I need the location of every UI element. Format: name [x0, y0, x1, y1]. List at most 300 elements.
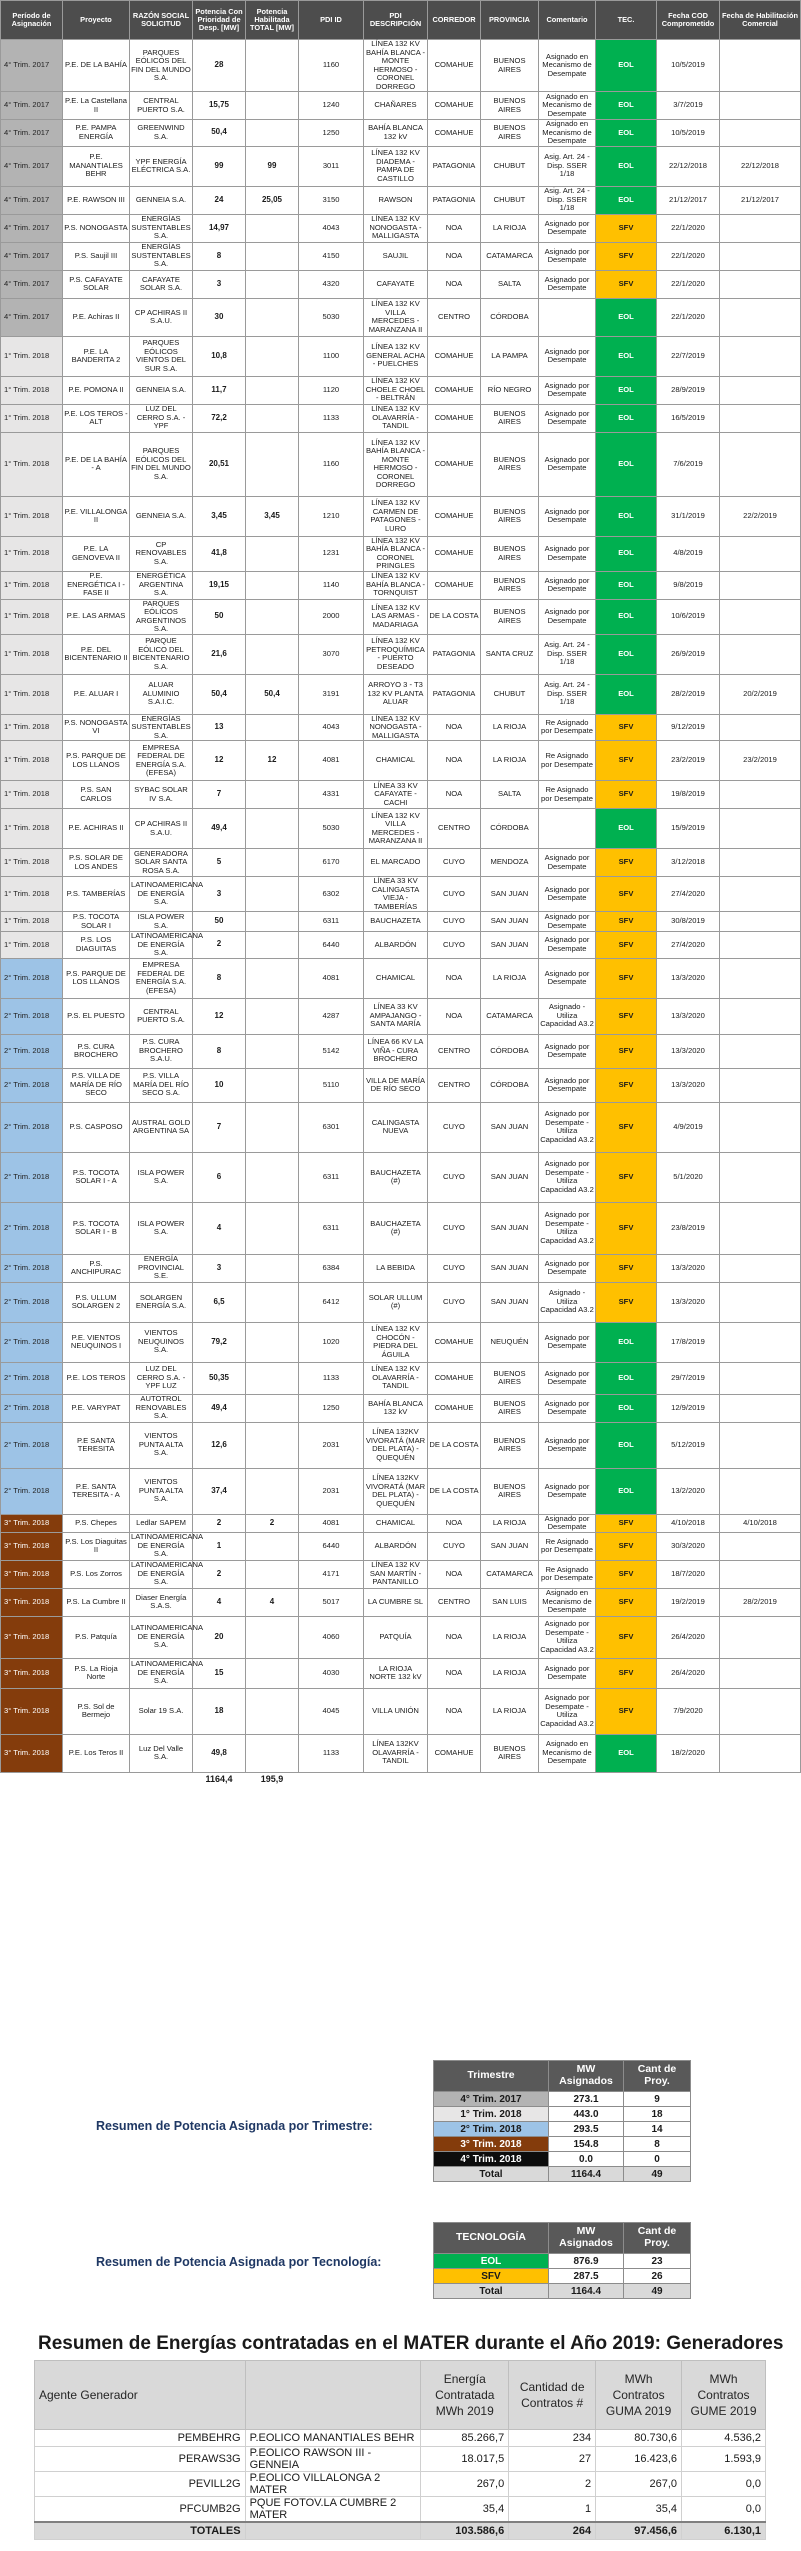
cell-fecha-habilitacion [720, 1282, 801, 1322]
cell-tecnologia: SFV [596, 1254, 657, 1282]
cell-periodo: 1° Trim. 2018 [1, 376, 63, 404]
col-header-tec[interactable]: TEC. [596, 1, 657, 40]
cell-corredor: CUYO [428, 1254, 481, 1282]
cell-tecnologia: SFV [596, 1616, 657, 1658]
cell-tecnologia: SFV [596, 1034, 657, 1068]
cell-fecha-cod: 13/3/2020 [657, 1282, 720, 1322]
cell-tecnologia: EOL [596, 298, 657, 336]
resumen-tecnologia-col-tecnologia[interactable]: TECNOLOGÍA [434, 2223, 549, 2254]
cell-razon-social: ISLA POWER S.A. [130, 1202, 193, 1254]
cell-provincia: BUENOS AIRES [481, 536, 539, 571]
generador-guma: 16.423,6 [596, 2447, 682, 2472]
cell-periodo: 1° Trim. 2018 [1, 781, 63, 809]
cell-potencia-prioridad: 18 [193, 1688, 246, 1734]
generador-row[interactable] [35, 2472, 766, 2497]
generadores-col-energia[interactable]: Energía Contratada MWh 2019 [421, 2361, 509, 2430]
resumen-tecnologia-total-label: Total [434, 2284, 549, 2299]
generador-agente: PFCUMB2G [35, 2497, 246, 2523]
cell-pdi-id: 4081 [299, 1514, 364, 1532]
col-header-fecha-habilitacion[interactable]: Fecha de Habilitación Comercial [720, 1, 801, 40]
cell-fecha-habilitacion [720, 214, 801, 242]
cell-periodo: 3° Trim. 2018 [1, 1588, 63, 1616]
cell-pdi-id: 4150 [299, 242, 364, 270]
generador-gume: 0,0 [682, 2497, 766, 2523]
col-header-potencia-habilitada[interactable]: Potencia Habilitada TOTAL [MW] [246, 1, 299, 40]
cell-comentario: Asignado - Utiliza Capacidad A3.2 [539, 1282, 596, 1322]
col-header-potencia-prioridad[interactable]: Potencia Con Prioridad de Desp. [MW] [193, 1, 246, 40]
table-row[interactable] [1, 781, 801, 809]
table-row[interactable] [1, 912, 801, 932]
table-row[interactable] [1, 376, 801, 404]
table-row[interactable] [1, 336, 801, 376]
cell-fecha-habilitacion [720, 298, 801, 336]
cell-pdi-id: 1160 [299, 432, 364, 496]
resumen-tecnologia-mw: 287.5 [549, 2269, 624, 2284]
cell-razon-social: LATINOAMERICANA DE ENERGÍA S.A. [131, 1532, 204, 1559]
cell-fecha-habilitacion: 23/2/2019 [720, 741, 801, 781]
cell-proyecto: P.E. VIENTOS NEUQUINOS I [63, 1322, 130, 1362]
generador-descripcion: P.EOLICO MANANTIALES BEHR [245, 2430, 421, 2447]
cell-corredor: COMAHUE [428, 92, 481, 120]
cell-pdi-id: 1133 [299, 1362, 364, 1394]
table-row[interactable] [1, 1514, 801, 1532]
cell-razon-social: Luz Del Valle S.A. [130, 1734, 193, 1772]
generador-agente: PEMBEHRG [35, 2430, 246, 2447]
generador-energia: 35,4 [421, 2497, 509, 2523]
table-row[interactable] [1, 146, 801, 186]
cell-potencia-habilitada: 50,4 [246, 674, 299, 714]
resumen-tecnologia-total-row [434, 2284, 691, 2299]
cell-comentario: Asignado en Mecanismo de Desempate [539, 1734, 596, 1772]
table-row[interactable] [1, 877, 801, 912]
col-header-pdi-descripcion[interactable]: PDI DESCRIPCIÓN [364, 1, 428, 40]
cell-pdi-id: 3011 [299, 146, 364, 186]
cell-pdi-descripcion: LA BEBIDA [364, 1254, 428, 1282]
table-row[interactable] [1, 741, 801, 781]
cell-proyecto: P.S. ULLUM SOLARGEN 2 [63, 1282, 130, 1322]
cell-corredor: CUYO [428, 1202, 481, 1254]
cell-proyecto: P.S. NONOGASTA [63, 214, 130, 242]
cell-comentario: Asignado por Desempate [539, 270, 596, 298]
cell-potencia-prioridad: 7 [193, 1102, 246, 1152]
cell-proyecto: P.E. DE LA BAHÍA [63, 40, 130, 92]
table-row[interactable] [1, 242, 801, 270]
generadores-col-agente[interactable]: Agente Generador [35, 2361, 246, 2430]
cell-corredor: PATAGONIA [428, 186, 481, 214]
resumen-tecnologia-cant: 26 [624, 2269, 691, 2284]
cell-potencia-prioridad: 20,51 [193, 432, 246, 496]
cell-proyecto: P.S. NONOGASTA VI [63, 714, 130, 741]
cell-provincia: CÓRDOBA [481, 1034, 539, 1068]
cell-razon-social: CENTRAL PUERTO S.A. [130, 92, 193, 120]
table-row[interactable] [1, 1152, 801, 1202]
generadores-col-gume[interactable]: MWh Contratos GUME 2019 [682, 2361, 766, 2430]
cell-pdi-id: 1250 [299, 1394, 364, 1422]
cell-corredor: CUYO [428, 912, 481, 932]
resumen-trimestre-cant: 18 [624, 2107, 691, 2122]
table-row[interactable] [1, 998, 801, 1034]
table-row[interactable] [1, 674, 801, 714]
cell-fecha-cod: 13/3/2020 [657, 958, 720, 998]
cell-tecnologia: SFV [596, 741, 657, 781]
resumen-tecnologia-col-mw[interactable]: MW Asignados [549, 2223, 624, 2254]
resumen-tecnologia-table [433, 2222, 691, 2299]
resumen-tecnologia-col-cant[interactable]: Cant de Proy. [624, 2223, 691, 2254]
cell-fecha-habilitacion [720, 599, 801, 634]
totals-row [1, 1772, 801, 1787]
cell-razon-social: VIENTOS NEUQUINOS S.A. [130, 1322, 193, 1362]
resumen-trimestre-cant: 9 [624, 2092, 691, 2107]
resumen-tecnologia-title: Resumen de Potencia Asignada por Tecnología: [96, 2255, 382, 2269]
cell-fecha-cod: 13/3/2020 [657, 1068, 720, 1102]
table-row[interactable] [1, 932, 801, 959]
cell-fecha-habilitacion [720, 781, 801, 809]
cell-tecnologia: EOL [596, 432, 657, 496]
cell-pdi-id: 4060 [299, 1616, 364, 1658]
cell-pdi-descripcion: LÍNEA 132 KV BAHÍA BLANCA - MONTE HERMOSO - CORONEL DORREGO [364, 40, 428, 92]
table-row[interactable] [1, 1254, 801, 1282]
cell-provincia: SAN JUAN [481, 1532, 539, 1560]
cell-fecha-cod: 16/5/2019 [657, 404, 720, 432]
cell-potencia-habilitada [246, 298, 299, 336]
cell-fecha-cod: 18/7/2020 [657, 1560, 720, 1588]
cell-periodo: 4° Trim. 2017 [1, 146, 63, 186]
col-header-provincia[interactable]: PROVINCIA [481, 1, 539, 40]
cell-potencia-habilitada [246, 40, 299, 92]
table-row[interactable] [1, 1282, 801, 1322]
cell-pdi-descripcion: CHAMICAL [364, 958, 428, 998]
cell-provincia: LA RIOJA [481, 1514, 539, 1532]
cell-potencia-habilitada [246, 1532, 299, 1560]
resumen-trimestre-row[interactable] [434, 2107, 691, 2122]
cell-provincia: NEUQUÉN [481, 1322, 539, 1362]
cell-tecnologia: EOL [596, 404, 657, 432]
cell-fecha-habilitacion [720, 1616, 801, 1658]
resumen-tecnologia-row[interactable] [434, 2254, 691, 2269]
cell-proyecto: P.E. ALUAR I [63, 674, 130, 714]
cell-periodo: 3° Trim. 2018 [1, 1560, 63, 1588]
cell-potencia-prioridad: 21,6 [193, 634, 246, 674]
cell-fecha-cod: 26/9/2019 [657, 634, 720, 674]
cell-fecha-habilitacion [720, 1422, 801, 1468]
cell-proyecto: P.S. Los Diaguitas II [63, 1532, 130, 1560]
cell-fecha-cod: 22/1/2020 [657, 242, 720, 270]
cell-pdi-id: 2000 [299, 599, 364, 634]
table-row[interactable] [1, 1734, 801, 1772]
generador-descripcion: P.EOLICO RAWSON III - GENNEIA [245, 2447, 421, 2472]
table-row[interactable] [1, 1588, 801, 1616]
cell-pdi-id: 3191 [299, 674, 364, 714]
table-row[interactable] [1, 432, 801, 496]
resumen-tecnologia-row[interactable] [434, 2269, 691, 2284]
generadores-col-guma[interactable]: MWh Contratos GUMA 2019 [596, 2361, 682, 2430]
resumen-trimestre-label: 4° Trim. 2018 [434, 2152, 549, 2167]
cell-corredor: CUYO [428, 1532, 481, 1560]
cell-pdi-id: 5030 [299, 298, 364, 336]
cell-provincia: CÓRDOBA [481, 809, 539, 849]
cell-potencia-habilitada [246, 781, 299, 809]
cell-proyecto: P.E. DEL BICENTENARIO II [63, 634, 130, 674]
cell-periodo: 4° Trim. 2017 [1, 186, 63, 214]
table-row[interactable] [1, 1422, 801, 1468]
cell-potencia-prioridad: 28 [193, 40, 246, 92]
table-row[interactable] [1, 1322, 801, 1362]
cell-razon-social: SYBAC SOLAR IV S.A. [130, 781, 193, 809]
cell-provincia: SALTA [481, 270, 539, 298]
cell-fecha-cod: 4/9/2019 [657, 1102, 720, 1152]
table-row[interactable] [1, 536, 801, 571]
table-row[interactable] [1, 1532, 801, 1560]
cell-pdi-id: 1133 [299, 1734, 364, 1772]
cell-razon-social: P.S. VILLA MARÍA DEL RÍO SECO S.A. [130, 1068, 193, 1102]
cell-periodo: 4° Trim. 2017 [1, 120, 63, 147]
table-row[interactable] [1, 1658, 801, 1688]
cell-provincia: BUENOS AIRES [481, 92, 539, 120]
cell-tecnologia: EOL [596, 40, 657, 92]
col-header-corredor[interactable]: CORREDOR [428, 1, 481, 40]
cell-fecha-cod: 22/7/2019 [657, 336, 720, 376]
table-row[interactable] [1, 958, 801, 998]
cell-proyecto: P.S. Patquía [63, 1616, 130, 1658]
generador-row[interactable] [35, 2430, 766, 2447]
cell-fecha-cod: 3/7/2019 [657, 92, 720, 120]
cell-fecha-habilitacion [720, 571, 801, 599]
cell-razon-social: Diaser Energía S.A.S. [130, 1588, 193, 1616]
generador-guma: 80.730,6 [596, 2430, 682, 2447]
cell-pdi-id: 1020 [299, 1322, 364, 1362]
cell-potencia-prioridad: 14,97 [193, 214, 246, 242]
cell-provincia: BUENOS AIRES [481, 1468, 539, 1514]
cell-periodo: 3° Trim. 2018 [1, 1688, 63, 1734]
table-row[interactable] [1, 809, 801, 849]
cell-proyecto: P.S. PARQUE DE LOS LLANOS [63, 958, 130, 998]
cell-razon-social: LATINOAMERICANA DE ENERGÍA S.A. [131, 1560, 204, 1587]
resumen-trimestre-col-mw[interactable]: MW Asignados [549, 2061, 624, 2092]
cell-tecnologia: SFV [596, 1588, 657, 1616]
cell-periodo: 1° Trim. 2018 [1, 432, 63, 496]
table-row[interactable] [1, 849, 801, 877]
cell-razon-social: LATINOAMERICANA DE ENERGÍA S.A. [131, 931, 204, 957]
cell-potencia-habilitada [246, 1034, 299, 1068]
cell-pdi-id: 3070 [299, 634, 364, 674]
generadores-col-contratos[interactable]: Cantidad de Contratos # [509, 2361, 596, 2430]
cell-fecha-habilitacion [720, 932, 801, 959]
cell-provincia: BUENOS AIRES [481, 120, 539, 147]
cell-fecha-habilitacion [720, 376, 801, 404]
resumen-trimestre-row[interactable] [434, 2092, 691, 2107]
resumen-trimestre-mw: 154.8 [549, 2137, 624, 2152]
cell-potencia-habilitada [246, 932, 299, 959]
cell-fecha-habilitacion [720, 877, 801, 912]
cell-tecnologia: SFV [596, 781, 657, 809]
cell-potencia-habilitada [246, 1468, 299, 1514]
total-potencia-prioridad: 1164,4 [205, 1774, 233, 1785]
table-row[interactable] [1, 634, 801, 674]
cell-periodo: 4° Trim. 2017 [1, 214, 63, 242]
cell-fecha-habilitacion [720, 1532, 801, 1560]
table-row[interactable] [1, 599, 801, 634]
table-row[interactable] [1, 496, 801, 536]
table-row[interactable] [1, 1688, 801, 1734]
resumen-trimestre-row[interactable] [434, 2122, 691, 2137]
cell-pdi-descripcion: LA CUMBRE SL [364, 1588, 428, 1616]
cell-tecnologia: SFV [596, 1658, 657, 1688]
cell-pdi-id: 4030 [299, 1658, 364, 1688]
cell-potencia-prioridad: 6 [193, 1152, 246, 1202]
table-row[interactable] [1, 1102, 801, 1152]
table-row[interactable] [1, 1468, 801, 1514]
cell-comentario: Re Asignado por Desempate [539, 741, 596, 781]
cell-proyecto: P.E. DE LA BAHÍA - A [63, 432, 130, 496]
col-header-periodo[interactable]: Período de Asignación [1, 1, 63, 40]
table-row[interactable] [1, 714, 801, 741]
cell-fecha-cod: 21/12/2017 [657, 186, 720, 214]
resumen-trimestre-row[interactable] [434, 2152, 691, 2167]
cell-potencia-habilitada [246, 571, 299, 599]
cell-razon-social: SOLARGEN ENERGÍA S.A. [130, 1282, 193, 1322]
cell-corredor: PATAGONIA [428, 146, 481, 186]
cell-pdi-descripcion: LÍNEA 33 KV CALINGASTA VIEJA - TAMBERÍAS [364, 877, 428, 912]
cell-comentario: Asignado por Desempate [539, 1254, 596, 1282]
col-header-proyecto[interactable]: Proyecto [63, 1, 130, 40]
generador-row[interactable] [35, 2497, 766, 2523]
table-row[interactable] [1, 571, 801, 599]
cell-pdi-id: 4043 [299, 714, 364, 741]
cell-periodo: 1° Trim. 2018 [1, 714, 63, 741]
table-row[interactable] [1, 120, 801, 147]
cell-periodo: 2° Trim. 2018 [1, 958, 63, 998]
cell-razon-social: CAFAYATE SOLAR S.A. [130, 270, 193, 298]
cell-potencia-prioridad: 2 [193, 932, 246, 959]
cell-potencia-habilitada [246, 1202, 299, 1254]
table-row[interactable] [1, 298, 801, 336]
cell-razon-social: GENERADORA SOLAR SANTA ROSA S.A. [130, 849, 193, 877]
table-row[interactable] [1, 1394, 801, 1422]
table-row[interactable] [1, 1560, 801, 1588]
table-row[interactable] [1, 1202, 801, 1254]
cell-periodo: 2° Trim. 2018 [1, 998, 63, 1034]
col-header-comentario[interactable]: Comentario [539, 1, 596, 40]
table-row[interactable] [1, 186, 801, 214]
resumen-tecnologia-mw: 876.9 [549, 2254, 624, 2269]
cell-potencia-habilitada [246, 376, 299, 404]
cell-provincia: SAN JUAN [481, 1254, 539, 1282]
table-row[interactable] [1, 1034, 801, 1068]
generadores-total-guma: 97.456,6 [596, 2522, 682, 2540]
table-row[interactable] [1, 40, 801, 92]
cell-pdi-descripcion: LÍNEA 132KV OLAVARRÍA - TANDIL [364, 1734, 428, 1772]
generador-energia: 18.017,5 [421, 2447, 509, 2472]
col-header-razon[interactable]: RAZÓN SOCIAL SOLICITUD [130, 1, 193, 40]
resumen-trimestre-row[interactable] [434, 2137, 691, 2152]
cell-fecha-cod: 29/7/2019 [657, 1362, 720, 1394]
cell-fecha-habilitacion [720, 1658, 801, 1688]
cell-pdi-descripcion: LÍNEA 132 KV DIADEMA - PAMPA DE CASTILLO [364, 146, 428, 186]
cell-fecha-cod: 3/12/2018 [657, 849, 720, 877]
cell-potencia-habilitada [246, 634, 299, 674]
generador-energia: 85.266,7 [421, 2430, 509, 2447]
cell-provincia: SAN JUAN [481, 1152, 539, 1202]
cell-pdi-descripcion: LÍNEA 132 KV VILLA MERCEDES - MARANZANA II [364, 298, 428, 336]
table-row[interactable] [1, 270, 801, 298]
cell-provincia: CATAMARCA [481, 998, 539, 1034]
generador-row[interactable] [35, 2447, 766, 2472]
table-row[interactable] [1, 1362, 801, 1394]
table-row[interactable] [1, 1616, 801, 1658]
cell-pdi-descripcion: VILLA UNIÓN [364, 1688, 428, 1734]
cell-potencia-habilitada [246, 912, 299, 932]
cell-pdi-id: 6302 [299, 877, 364, 912]
cell-fecha-habilitacion [720, 432, 801, 496]
cell-potencia-prioridad: 12 [193, 998, 246, 1034]
col-header-pdi-id[interactable]: PDI ID [299, 1, 364, 40]
cell-fecha-habilitacion [720, 998, 801, 1034]
cell-corredor: PATAGONIA [428, 674, 481, 714]
generador-gume: 0,0 [682, 2472, 766, 2497]
table-row[interactable] [1, 1068, 801, 1102]
cell-pdi-descripcion: LÍNEA 132 KV OLAVARRÍA - TANDIL [364, 1362, 428, 1394]
cell-comentario: Asignado por Desempate - Utiliza Capacidad A3.2 [539, 1152, 596, 1202]
generador-gume: 1.593,9 [682, 2447, 766, 2472]
cell-potencia-prioridad: 15 [193, 1658, 246, 1688]
col-header-fecha-cod[interactable]: Fecha COD Comprometido [657, 1, 720, 40]
cell-fecha-habilitacion [720, 1362, 801, 1394]
table-row[interactable] [1, 404, 801, 432]
cell-corredor: NOA [428, 741, 481, 781]
cell-potencia-prioridad: 1 [193, 1532, 246, 1560]
cell-fecha-cod: 9/12/2019 [657, 714, 720, 741]
cell-pdi-descripcion: CHAÑARES [364, 92, 428, 120]
cell-pdi-descripcion: LÍNEA 132 KV LAS ARMAS - MADARIAGA [364, 599, 428, 634]
cell-potencia-prioridad: 8 [193, 242, 246, 270]
cell-tecnologia: EOL [596, 674, 657, 714]
cell-razon-social: CP ACHIRAS II S.A.U. [130, 298, 193, 336]
cell-potencia-habilitada [246, 1734, 299, 1772]
cell-tecnologia: EOL [596, 1422, 657, 1468]
cell-potencia-prioridad: 24 [193, 186, 246, 214]
resumen-trimestre-title: Resumen de Potencia Asignada por Trimestre: [96, 2119, 373, 2133]
table-row[interactable] [1, 214, 801, 242]
cell-fecha-cod: 15/9/2019 [657, 809, 720, 849]
cell-pdi-descripcion: LÍNEA 132 KV NONOGASTA - MALLIGASTA [364, 714, 428, 741]
cell-potencia-prioridad: 49,4 [193, 809, 246, 849]
cell-tecnologia: EOL [596, 186, 657, 214]
cell-tecnologia: SFV [596, 912, 657, 932]
cell-proyecto: P.E. LA BANDERITA 2 [63, 336, 130, 376]
cell-pdi-descripcion: CALINGASTA NUEVA [364, 1102, 428, 1152]
table-row[interactable] [1, 92, 801, 120]
resumen-trimestre-total-mw: 1164.4 [549, 2167, 624, 2182]
cell-fecha-habilitacion [720, 714, 801, 741]
resumen-trimestre-col-cant[interactable]: Cant de Proy. [624, 2061, 691, 2092]
cell-tecnologia: SFV [596, 1514, 657, 1532]
cell-fecha-cod: 26/4/2020 [657, 1616, 720, 1658]
cell-potencia-habilitada [246, 242, 299, 270]
cell-potencia-habilitada [246, 270, 299, 298]
cell-pdi-id: 2031 [299, 1468, 364, 1514]
cell-razon-social: ENERGÍAS SUSTENTABLES S.A. [131, 214, 191, 241]
cell-provincia: SAN JUAN [481, 1202, 539, 1254]
cell-provincia: CÓRDOBA [481, 1068, 539, 1102]
cell-potencia-prioridad: 41,8 [193, 536, 246, 571]
cell-pdi-descripcion: SAUJIL [364, 242, 428, 270]
cell-proyecto: P.S. ANCHIPURAC [63, 1254, 130, 1282]
generador-contratos: 234 [509, 2430, 596, 2447]
cell-provincia: LA RIOJA [481, 214, 539, 242]
resumen-trimestre-col-trimestre[interactable]: Trimestre [434, 2061, 549, 2092]
cell-tecnologia: EOL [596, 1322, 657, 1362]
cell-tecnologia: EOL [596, 1468, 657, 1514]
